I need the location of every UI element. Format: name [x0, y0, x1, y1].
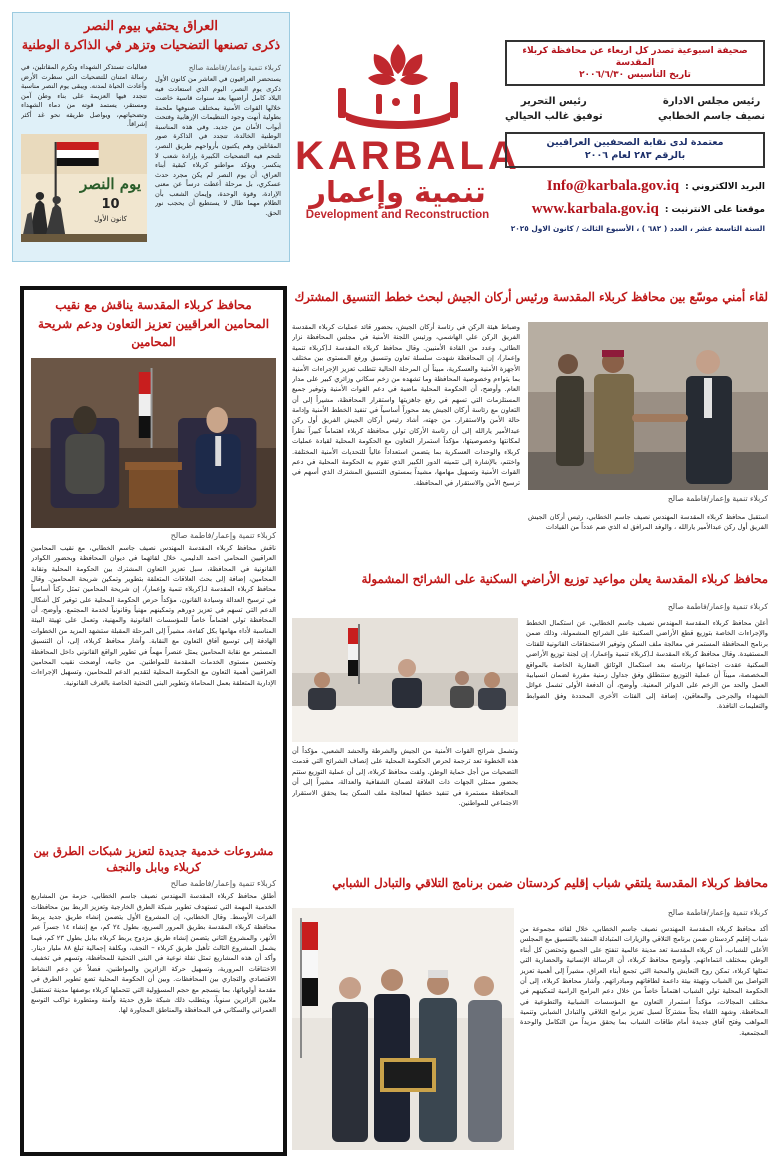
editor-in-chief [505, 94, 603, 124]
website-label: موقعنا على الانترنيت : [664, 204, 765, 215]
logo-english-subtitle: Development and Reconstruction [305, 209, 490, 221]
security-meeting-photo [528, 322, 768, 490]
lawyers-meeting-body: ناقش محافظ كربلاء المقدسة المهندس نصيف جاسم الخطابي، مع نقيب المحامين العراقيين المحامي احمد الدليمي، خلال لقائهما في ديوان المحافظة وبحضور الكوادر القانونية في المحافظة، سبل تعزيز التعاون المشترك بين الحكومة المحلية ونقابة المحامين، إضافة إلى بحث العلاقات المتعلقة بتطوير وتمكين شريحة المحامين. وقال محافظ كربلاء المقدسة لـ(كربلاء تنمية وإعمار)، إن شريحة المحامين تمثل ركناً أساسياً في ترسيخ العدالة وسيادة القانون، مؤكداً حرص الحكومة المحلية على توفير كل أشكال الدعم التي تسهم في تعزيز دورهم وتمكينهم مهنياً وقانونياً لخدمة المجتمع. وأوضح، أن المحافظة تولي اهتماماً خاصاً للمؤسسات القانونية والمهنية، وتعمل على تهيئة البيئة المناسبة لأداء مهامها بكل كفاءة، مشيراً إلى المرحلة المقبلة ستشهد المزيد من الخطوات الهادفة إلى توسيع آفاق التعاون مع النقابة. وأشار محافظ كربلاء، إلى، أن التنسيق المستمر مع نقابة المحامين يمثل عنصراً مهماً في تطوير الواقع القانوني داخل المحافظة وتحسين مستوى الخدمات المقدمة للمواطنين. من جانبه، أوضحت نقيب المحامين العراقيين أهمية التعاون مع الحكومة المحلية لتقديم الدعم للمحامين، وتسهيل الإجراءات الإدارية المتعلقة بعمل المحاماة وتطوير البنى التحتية الخاصة بالغرف القانونية. [31, 543, 276, 687]
youth-meeting-headline: محافظ كربلاء المقدسة يلتقي شباب إقليم كردستان ضمن برنامج التلاقي والتبادل الشبابي [332, 876, 768, 890]
land-distribution-body-right: أعلن محافظ كربلاء المقدسة المهندس نصيف جاسم الخطابي، عن استكمال الخطط والإجراءات الخاصة بتوزيع قطع الأراضي السكنية على الشرائح المشمولة، وذلك ضمن برنامج المحافظة المستمر في معالجة ملف السكن وتوفير الاستحقاقات القانونية للفئات المستفيدة. وقال محافظ كربلاء المقدسة لـ(كربلاء تنمية وإعمار)، إن لجنة توزيع الأراضي السكنية عقدت اجتماعها برئاسته بعد استكمال الوثائق العقارية الخاصة بالمواقع المخصصة، مبيناً أن عملية التوزيع ستنطلق وفق جداول زمنية مقررة لضمان انسيابية العمل والحد من الزخم على الدوائر المعنية. وأوضح، أن الدفعة الأولى تشمل عوائل الشهداء والجرحى والمعاقين، إضافة إلى الفئات الأخرى المحددة وفق الضوابط والتعليمات النافذة. [526, 619, 768, 710]
accreditation-line-1: معتمدة لدى نقابة الصحفيين العراقيين [546, 137, 724, 149]
board-chairman-title: رئيس مجلس الادارة [662, 96, 761, 108]
board-chairman [658, 94, 765, 124]
youth-photo-illustration [292, 908, 514, 1150]
roads-projects-body: أطلق محافظ كربلاء المقدسة المهندس نصيف جاسم الخطابي، حزمة من المشاريع الخدمية المهمة التي تستهدف تطوير شبكة الطرق الخارجية وتعزيز الربط بين محافظات الفرات الأوسط. وقال الخطابي، إن المشروع الأول يتضمن إنشاء طريق جديد يربط محافظة كربلاء المقدسة بطريق المرور السريع، بطول ٢٤ كم، مع إنشاء ١٤ جسراً عبر الأنهر، والمشروع الثاني يتضمن إنشاء طريق مزدوج يربط كربلاء ببابل بطول ٢٣ كم، فيما يشمل المشروع الثالث تأهيل طريق كربلاء – النجف، وبكلفة إجمالية تبلغ ٨٨ مليار دينار. وأكد أن هذه المشاريع تمثل نقلة نوعية في البنى التحتية للمحافظة، وتسهم في تخفيف الاختناقات المرورية، وتسهيل حركة الزائرين والمواطنين، فضلاً عن دعم النشاط الاقتصادي والتجاري بين المحافظات. وبين أن الحكومة المحلية تضع تطوير الطرق في مقدمة أولوياتها، بما ينسجم مع حجم المسؤولية التي تتحملها كربلاء بوصفها مدينة تستقبل ملايين الزائرين سنوياً، ويتطلب ذلك شبكة طرق حديثة وآمنة ومتطورة تواكب التوسع العمراني والسكاني في المحافظة والمناطق المجاورة لها. [31, 892, 276, 1015]
feature-columns [21, 63, 281, 255]
lawyers-meeting-byline: كربلاء تنمية وإعمار/فاطمة صالح [170, 530, 276, 540]
lawyers-meeting-headline: محافظ كربلاء المقدسة يناقش مع نقيب المحامين العراقيين تعزيز التعاون ودعم شريحة المحامين [37, 298, 270, 350]
email-row [505, 178, 765, 195]
feature-headline: العراق يحتفي بيوم النصر [84, 19, 218, 34]
accreditation-line-2: بالرقم ٢٨٣ لعام ٢٠٠٦ [584, 150, 686, 162]
masthead-info [505, 40, 765, 233]
poster-month: كانون الأول [94, 215, 127, 224]
newspaper-logo [295, 40, 521, 262]
land-distribution-body-left: وتشمل شرائح القوات الأمنية من الجيش والشرطة والحشد الشعبي، مؤكداً أن هذه الخطوة تعد ترجمة لحرص الحكومة المحلية على إنصاف الشرائح التي قدمت التضحيات من أجل حماية الوطن. ولفت محافظ كربلاء، إلى أن عملية التوزيع ستتم بحضور ممثلي الجهات ذات العلاقة لضمان الشفافية والعدالة، مشيراً إلى أن المحافظة مستمرة في تنفيذ خطتها لمعالجة ملف السكن بما يحقق الاستقرار الاجتماعي للمواطنين. [292, 747, 518, 807]
security-meeting-caption: كربلاء تنمية وإعمار/فاطمة صالح [667, 494, 768, 503]
security-meeting-body: وضباط هيئة الركن في رئاسة أركان الجيش، بحضور قائد عمليات كربلاء المقدسة الفريق الركن علي الهاشمي، ورئيس اللجنة الأمنية في مجلس المحافظة نزار الطائي، وعدد من القادة الأمنيين. وقال محافظ كربلاء المقدسة لـ(كربلاء تنمية وإعمار)، إن المحافظة شهدت سلسلة تعاون وتنسيق ورفع المستوى بين مختلف الأجهزة الأمنية والعسكرية، مبيناً أن المرحلة الحالية تتطلب تعزيز الإجراءات الأمنية بما يتواءم وخصوصية المحافظة وما تشهده من زخم سكاني وزائري كبير على مدار العام. وأوضح، أن الحكومة المحلية ماضية في دعم القوات الأمنية وتوفير جميع المستلزمات التي تسهم في رفع جاهزيتها واستقرار المحافظة، مشيراً إلى أن التعاون مع رئاسة أركان الجيش يعد محوراً أساسياً في تنفيذ الخطط الأمنية وإدامة حالة الأمن والاستقرار. من جهته، أشاد رئيس أركان الجيش الفريق أول ركن عبدالأمير يارالله إلى أن رئاسة الأركان تولي محافظة كربلاء اهتماماً كبيراً نظراً لمكانتها وخصوصيتها، مؤكداً استمرار التعاون مع الحكومة المحلية لقيادة عمليات كربلاء والوحدات العسكرية بما يتضمن استعداداً عالياً للتحديات الأمنية المختلفة. واختتم، بالإشارة إلى تثمينه الدور الكبير الذي تقوم به الحكومة المحلية في دعم القوات الأمنية وتسهيل مهامها، مشيداً بمستوى التنسيق المشترك الذي أسهم في ترسيخ الأمن والاستقرار في المحافظة. [292, 323, 520, 487]
roads-projects-byline: كربلاء تنمية وإعمار/فاطمة صالح [170, 879, 276, 889]
land-distribution-photo [292, 618, 518, 742]
land-distribution-headline: محافظ كربلاء المقدسة يعلن مواعيد توزيع الأراضي السكنية على الشرائح المشمولة [361, 572, 768, 586]
issue-info: السنة التاسعة عشر ، العدد ( ٦٨٢ ) ، الأسبوع الثالث / كانون الاول ٢٠٢٥ [510, 224, 765, 234]
feature-column-right [155, 63, 281, 255]
editorial-board [505, 94, 765, 124]
founding-date: تاريخ التأسيس ٢٠٠٦/٦/٣٠ [579, 70, 691, 81]
logo-arabic-subtitle: تنمية وإعمار [309, 175, 486, 209]
poster-title: يوم النصر [80, 174, 141, 193]
email-address[interactable]: Info@karbala.gov.iq [546, 178, 680, 195]
email-label: البريد الالكتروني : [685, 181, 765, 192]
meeting-photo-illustration [31, 358, 276, 528]
feature-subheadline: ذكرى تصنعها التضحيات وتزهر في الذاكرة الوطنية [21, 37, 281, 52]
karbala-calligraphy-logo [308, 40, 488, 132]
poster-day: 10 [101, 196, 120, 212]
editor-in-chief-title: رئيس التحرير [520, 96, 587, 108]
land-photo-illustration [292, 618, 518, 742]
feature-text-left: فعاليات تستذكر الشهداء وتكرم المقاتلين، في رسالة امتنان للتضحيات التي سطرت الأرض وأعادت الحياة لمدنه. ويبقى يوم النصر مناسبة تتجدد فيها العزيمة على بناء وطن آمن ومستقر، يستمد قوته من دماء الشهداء وتضحياتهم، ويواصل طريقه نحو غد أكثر إشراقاً. [21, 63, 147, 129]
board-chairman-name: نصيف جاسم الخطابي [658, 111, 765, 123]
accreditation-box [505, 132, 765, 168]
website-url[interactable]: www.karbala.gov.iq [531, 201, 659, 218]
logo-latin-text: KARBALA [295, 134, 521, 178]
land-distribution-caption: كربلاء تنمية وإعمار/فاطمة صالح [667, 602, 768, 611]
security-meeting-headline: لقاء أمني موسّع بين محافظ كربلاء المقدسة ورئيس أركان الجيش لبحث خطط التنسيق المشترك [294, 290, 768, 304]
feature-box-victory-day [12, 12, 290, 262]
victory-day-poster [21, 134, 147, 242]
security-meeting-photo-text: استقبل محافظ كربلاء المقدسة المهندس نصيف جاسم الخطابي، رئيس أركان الجيش الفريق أول ركن عبدالأمير يارالله ، والوفد المرافق له الذي ضم عدداً من القيادات [528, 513, 768, 532]
lawyers-meeting-photo [31, 358, 276, 528]
feature-byline: كربلاء تنمية وإعمار/فاطمة صالح [188, 64, 281, 72]
feature-text-right: يستحضر العراقيون في العاشر من كانون الأول ذكرى يوم النصر، اليوم الذي استعادت فيه البلاد كامل أراضيها بعد سنوات قاسية خاضت خلالها القوات الأمنية بمختلف صنوفها ملحمة بطولية أنهت وجود التنظيمات الإرهابية وفتحت أبواب الأمان من جديد. وفي هذه المناسبة الوطنية الخالدة، تتجدد في الذاكرة صور المقاتلين وهم يكتبون بأرواحهم طريق النصر، تلتحم فيه التضحيات الكبيرة بإرادة شعب لا ينكسر. ويؤكد مواطنو كربلاء كبقية أبناء العراق، أن يوم النصر لم يكن مجرد حدث عسكري، بل مرحلة أعطت درساً عن معنى الإرادة، وقوة الوحدة، وإيمان الشعب بأن الظلام مهما طال لا يستطيع أن يحجب نور الحق. [155, 75, 281, 217]
left-news-column [20, 286, 287, 1156]
security-photo-illustration [528, 322, 768, 490]
website-row [505, 201, 765, 218]
editor-in-chief-name: توفيق غالب الحيالي [505, 111, 603, 123]
publication-frequency: صحيفة اسبوعية تصدر كل اربعاء عن محافظة كربلاء المقدسة [522, 46, 748, 69]
youth-meeting-body: أكد محافظ كربلاء المقدسة المهندس نصيف جاسم الخطابي، خلال لقائه مجموعة من شباب إقليم كردستان ضمن برنامج التلاقي والزيارات المتبادلة المنفذ بالتنسيق مع المجلس الأعلى للشباب، أن كربلاء المقدسة تعد مدينة عالمية تنفتح على الجميع وتحتضن كل أبناء الوطن بمختلف انتماءاتهم. وأوضح محافظ كربلاء، أن الرسالة الإنسانية والحضارية التي تمثلها كربلاء، تمكن روح التعايش والمحبة التي تجمع أبناء العراق، مشيراً إلى أهمية تعزيز التواصل بين الشباب وتهيئة بيئة داعمة لطاقاتهم ومبادراتهم. وأشار محافظ كربلاء، إلى أن الحكومة المحلية تولي الشباب اهتماماً خاصاً من خلال دعم البرامج الرامية لتمكينهم في مختلف المجالات، مؤكداً استمرار التعاون مع المؤسسات الشبابية والتطوعية في المحافظة. وشهد اللقاء بحثاً مشتركاً لسبل تعزيز برامج التلاقي والتبادل الشبابي وتنمية المواهب وفتح آفاق جديدة أمام طاقات الشباب بما يحقق مزيداً من التكامل والوحدة المجتمعية. [520, 925, 768, 1037]
feature-column-left [21, 63, 147, 255]
publication-info-box [505, 40, 765, 86]
youth-meeting-caption: كربلاء تنمية وإعمار/فاطمة صالح [667, 908, 768, 917]
youth-meeting-photo [292, 908, 514, 1150]
roads-projects-headline: مشروعات خدمية جديدة لتعزيز شبكات الطرق بين كربلاء وبابل والنجف [33, 843, 274, 875]
